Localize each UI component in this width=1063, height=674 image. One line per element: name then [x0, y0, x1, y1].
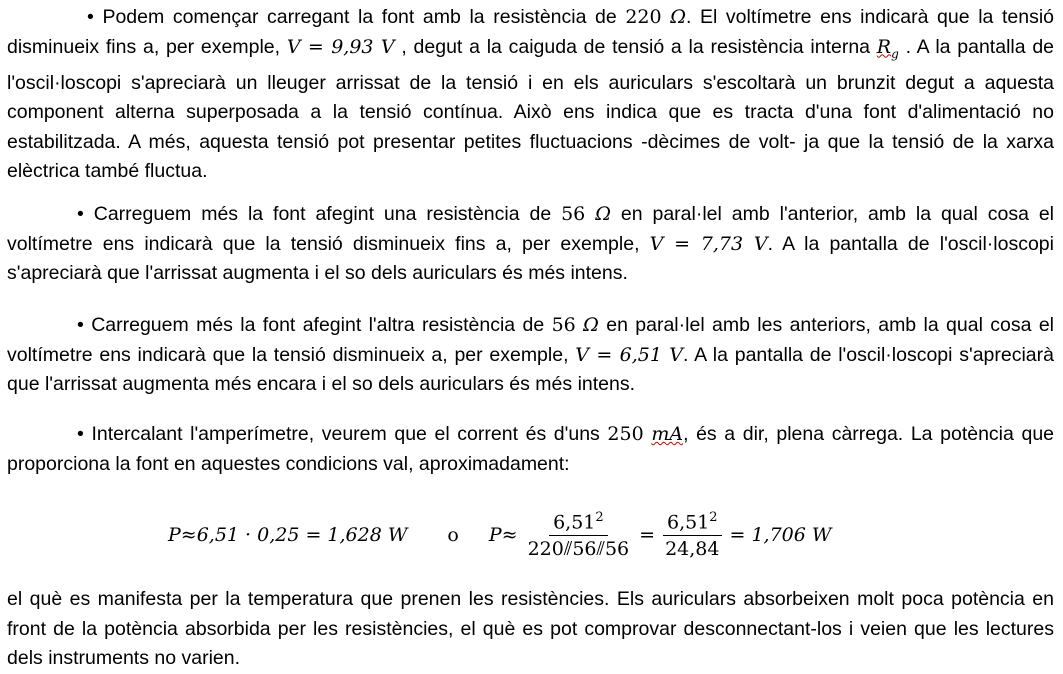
resistance-value: 56: [561, 203, 586, 225]
p5-text: el què es manifesta per la temperatura que prenen les resistències. Els auriculars absorbeixen molt poca potència en front de la potència absorbida per les resistències, el què es pot comprovar desconnectant-los i veien que les lectures dels instruments no varien.: [7, 588, 1054, 669]
fraction-1: $\frac{6,51^2}{220⫽56⫽56}$: [527, 509, 630, 561]
ohm-symbol: Ω: [583, 314, 599, 336]
power-symbol: P≈: [488, 524, 518, 546]
resistance-value: 220: [625, 6, 662, 28]
p3-text-3: . A la pantalla de l'oscil·loscopi s'apreciarà que l'arrissat augmenta més encara i el so dels auriculars és més intens.: [7, 343, 1054, 395]
fraction-2: $\frac{6,51^2}{24,84}$: [661, 510, 723, 560]
equals-sign: =: [639, 524, 656, 546]
current-unit: mA: [651, 423, 684, 445]
p2-text-3: . A la pantalla de l'oscil·loscopi s'apreciarà que l'arrissat augmenta i el so dels auriculars és més intens.: [7, 232, 1054, 284]
paragraph-5: [7, 585, 1054, 674]
power-result: = 1,706 W: [729, 524, 832, 546]
p3-text-1: Carreguem més la font afegint l'altra resistència de: [91, 314, 552, 336]
voltage-value: V = 7,73 V: [649, 232, 768, 255]
paragraph-3: [7, 311, 1054, 400]
bullet: •: [87, 6, 94, 28]
p2-text-2: en paral·lel amb l'anterior, amb la qual cosa el voltímetre ens indicarà que la tensió disminueix fins a, per exemple,: [7, 203, 1055, 255]
bullet: •: [77, 203, 84, 225]
p1-text-2: . El voltímetre ens indicarà que la tensió disminueix fins a, per exemple,: [7, 6, 1055, 58]
bullet: •: [77, 314, 84, 336]
p1-text-4: . A la pantalla de l'oscil·loscopi s'apreciarà un lleuger arrissat de la tensió i en els auriculars s'escoltarà un brunzit degut a aquesta component alterna superposada a la tensió contínua. Això ens indica que es tracta d'una font d'alimentació no estabilitzada. A més, aquesta tensió pot presentar petites fluctuacions -dècimes de volt- ja que la tensió de la xarxa elèctrica també fluctua.: [7, 35, 1055, 183]
paragraph-4: [7, 420, 1054, 479]
voltage-value: V = 9,93 V: [286, 35, 395, 58]
internal-resistance-symbol: $R_g$: [876, 35, 899, 61]
current-value: 250: [607, 423, 644, 445]
power-formula: [168, 500, 831, 570]
p1-text-3: , degut a la caiguda de tensió a la resistència interna: [401, 35, 877, 58]
p2-text-1: Carreguem més la font afegint una resistència de: [93, 203, 562, 225]
paragraph-1: [7, 3, 1054, 187]
paragraph-2: [7, 200, 1054, 289]
p1-text-1: Podem començar carregant la font amb la resistència de: [102, 6, 626, 28]
or-word: o: [447, 524, 459, 546]
resistance-value: 56: [551, 314, 576, 336]
p4-text-2: , és a dir, plena càrrega. La potència que proporciona la font en aquestes condicions val, aproximadament:: [7, 423, 1055, 475]
p3-text-2: en paral·lel amb les anteriors, amb la qual cosa el voltímetre ens indicarà que la tensió disminueix a, per exemple,: [7, 314, 1054, 366]
ohm-symbol: Ω: [595, 203, 611, 225]
p4-text-1: Intercalant l'amperímetre, veurem que el corrent és d'uns: [91, 423, 608, 445]
bullet: •: [77, 423, 84, 445]
ohm-symbol: Ω: [670, 6, 686, 28]
power-formula-left: P≈6,51 · 0,25 = 1,628 W: [168, 524, 408, 546]
voltage-value: V = 6,51 V: [575, 343, 684, 366]
